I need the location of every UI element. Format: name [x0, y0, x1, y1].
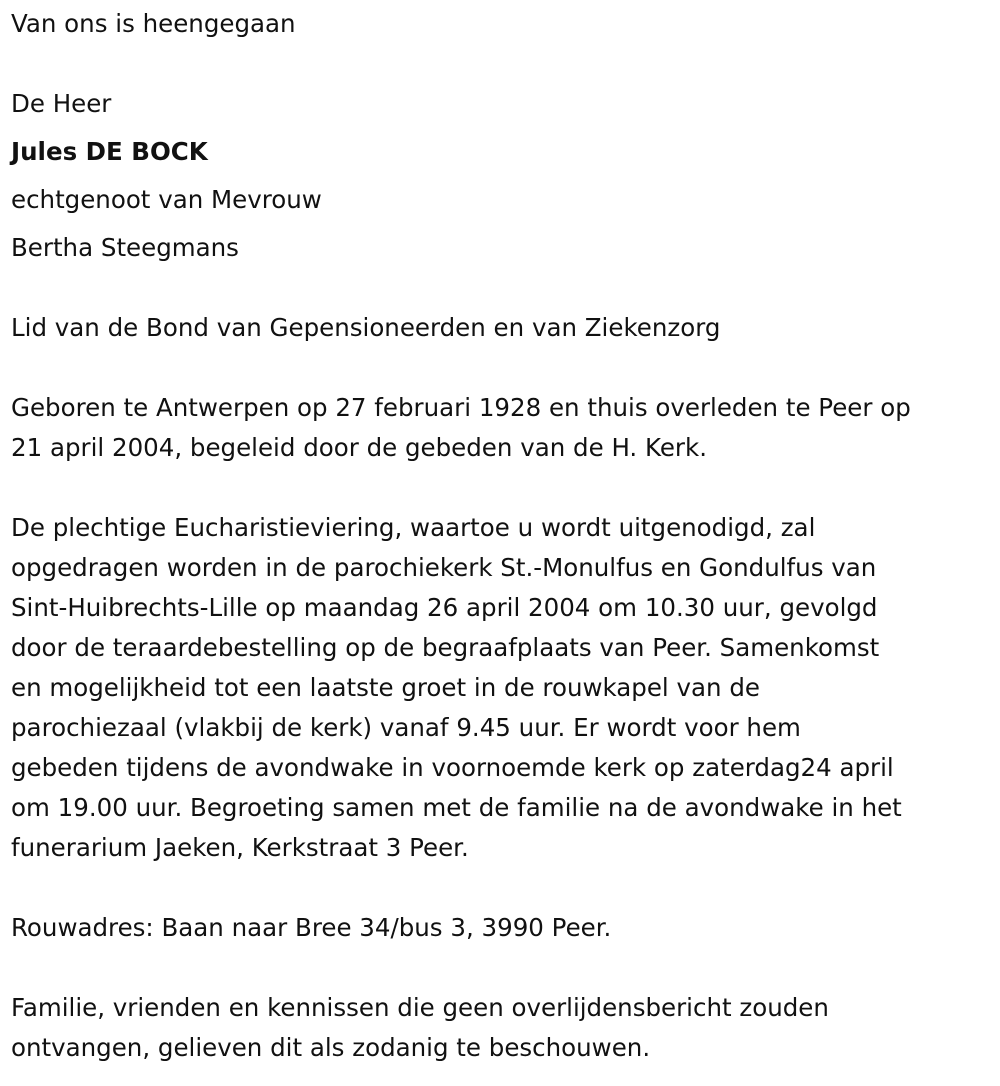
ceremony-line: opgedragen worden in de parochiekerk St.-Monulfus en Gondulfus van	[11, 553, 877, 582]
birth-death-line: 21 april 2004, begeleid door de gebeden van de H. Kerk.	[11, 433, 707, 462]
spouse-line-1: echtgenoot van Mevrouw	[11, 185, 322, 214]
closing-line: Familie, vrienden en kennissen die geen overlijdensbericht zouden	[11, 993, 829, 1022]
ceremony-line: gebeden tijdens de avondwake in voornoemde kerk op zaterdag24 april	[11, 753, 894, 782]
ceremony-line: en mogelijkheid tot een laatste groet in de rouwkapel van de	[11, 673, 760, 702]
spacer	[11, 268, 996, 308]
spacer	[11, 868, 996, 908]
obituary-notice	[11, 0, 996, 1068]
birth-death-paragraph	[11, 388, 996, 468]
closing-line: ontvangen, gelieven dit als zodanig te beschouwen.	[11, 1033, 651, 1062]
ceremony-line: funerarium Jaeken, Kerkstraat 3 Peer.	[11, 833, 469, 862]
mourning-address: Rouwadres: Baan naar Bree 34/bus 3, 3990 Peer.	[11, 913, 612, 942]
ceremony-line: parochiezaal (vlakbij de kerk) vanaf 9.45 uur. Er wordt voor hem	[11, 713, 801, 742]
ceremony-line: Sint-Huibrechts-Lille op maandag 26 april 2004 om 10.30 uur, gevolgd	[11, 593, 878, 622]
spacer	[11, 948, 996, 988]
intro-text: Van ons is heengegaan	[11, 9, 296, 38]
spouse-line-2: Bertha Steegmans	[11, 233, 239, 262]
birth-death-line: Geboren te Antwerpen op 27 februari 1928 en thuis overleden te Peer op	[11, 393, 911, 422]
closing-paragraph	[11, 988, 996, 1068]
ceremony-line: door de teraardebestelling op de begraafplaats van Peer. Samenkomst	[11, 633, 880, 662]
spacer	[11, 44, 996, 84]
honorific: De Heer	[11, 89, 112, 118]
ceremony-line: De plechtige Eucharistieviering, waartoe u wordt uitgenodigd, zal	[11, 513, 816, 542]
membership-text: Lid van de Bond van Gepensioneerden en van Ziekenzorg	[11, 313, 721, 342]
ceremony-line: om 19.00 uur. Begroeting samen met de familie na de avondwake in het	[11, 793, 902, 822]
deceased-name: Jules DE BOCK	[11, 137, 208, 166]
ceremony-paragraph	[11, 508, 996, 868]
spacer	[11, 348, 996, 388]
spacer	[11, 468, 996, 508]
